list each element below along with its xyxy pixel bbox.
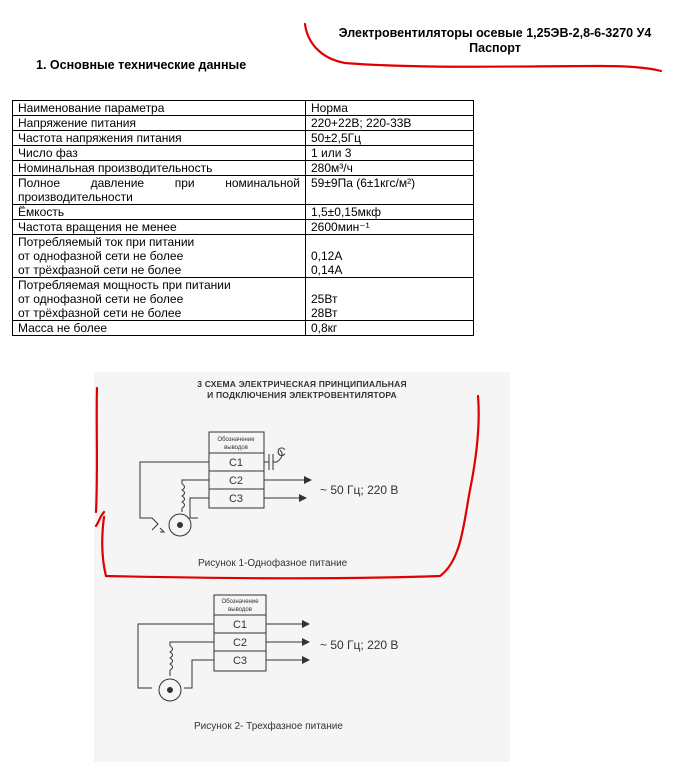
parameter-line: Полное давление при номинальной (18, 176, 300, 190)
value-line: 220+22В; 220-33В (311, 116, 412, 130)
value-line: 50±2,5Гц (311, 131, 361, 145)
scheme-title-line-2: И ПОДКЛЮЧЕНИЯ ЭЛЕКТРОВЕНТИЛЯТОРА (207, 390, 397, 400)
title-line-1: Электровентиляторы осевые 1,25ЭВ-2,8-6-3270 У4 (338, 26, 652, 40)
title-line-2: Паспорт (469, 41, 521, 55)
fig1-box-label-1: Обозначение (217, 437, 255, 443)
value-line: Норма (311, 101, 348, 115)
parameter-line: от однофазной сети не более (18, 249, 184, 263)
parameter-line: Наименование параметра (18, 101, 165, 115)
parameter-line: Масса не более (18, 321, 108, 335)
parameter-line: Потребляемая мощность при питании (18, 278, 231, 292)
scheme-title-line-1: 3 СХЕМА ЭЛЕКТРИЧЕСКАЯ ПРИНЦИПИАЛЬНАЯ (197, 379, 407, 389)
figure-2-caption: Рисунок 2- Трехфазное питание (194, 721, 343, 732)
parameter-line: Потребляемый ток при питании (18, 235, 195, 249)
parameter-line: Частота вращения не менее (18, 220, 177, 234)
fig2-terminal-c3: С3 (232, 655, 248, 667)
parameter-line: производительности (18, 190, 133, 204)
parameter-line: Ёмкость (18, 205, 65, 219)
value-line: 28Вт (311, 306, 338, 320)
parameter-line: Напряжение питания (18, 116, 136, 130)
fig1-terminal-c3: С3 (228, 493, 244, 505)
parameter-line: от трёхфазной сети не более (18, 263, 182, 277)
value-line: 0,8кг (311, 321, 338, 335)
section-title: 1. Основные технические данные (36, 58, 247, 72)
fig1-terminal-c2: С2 (228, 475, 244, 487)
value-line: 0,14А (311, 263, 343, 277)
value-line: 1 или 3 (311, 146, 352, 160)
parameter-line: Номинальная производительность (18, 161, 213, 175)
value-line: 1,5±0,15мкф (311, 205, 381, 219)
fig1-supply-label: ~ 50 Гц; 220 В (320, 483, 399, 497)
value-line: 2600мин⁻¹ (311, 220, 370, 234)
value-line: 0,12А (311, 249, 343, 263)
fig2-terminal-c1: С1 (232, 619, 248, 631)
fig1-terminal-c1: С1 (228, 457, 244, 469)
parameter-line: от однофазной сети не более (18, 292, 184, 306)
parameter-line: Число фаз (18, 146, 78, 160)
value-line: 59±9Па (6±1кгс/м²) (311, 176, 416, 190)
figure-1-caption: Рисунок 1-Однофазное питание (198, 558, 348, 569)
parameter-line: от трёхфазной сети не более (18, 306, 182, 320)
capacitor-label: С (277, 445, 286, 459)
red-underline-title-annotation (305, 24, 661, 71)
fig2-box-label-1: Обозначение (221, 599, 259, 605)
fig1-box-label-2: выводов (224, 445, 248, 451)
fig2-box-label-2: выводов (228, 607, 252, 613)
value-line: 25Вт (311, 292, 338, 306)
value-line: 280м³/ч (311, 161, 353, 175)
parameter-line: Частота напряжения питания (18, 131, 182, 145)
fig2-terminal-c2: С2 (232, 637, 248, 649)
red-scheme-outline-annotation (96, 388, 479, 578)
fig2-supply-label: ~ 50 Гц; 220 В (320, 638, 399, 652)
